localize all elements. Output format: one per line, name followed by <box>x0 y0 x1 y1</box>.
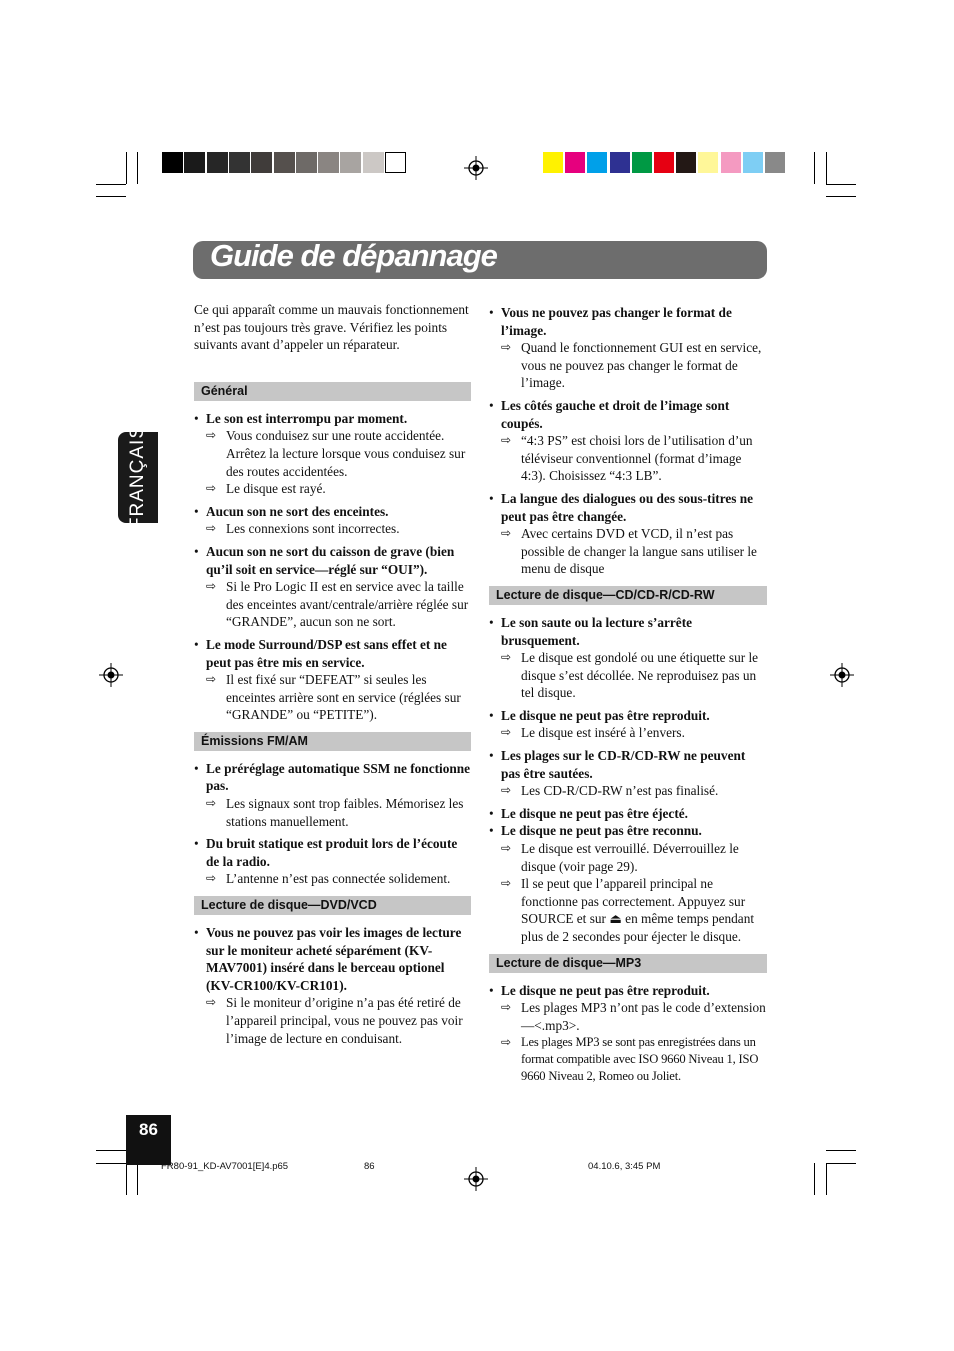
right-column <box>489 304 767 1089</box>
troubleshoot-item <box>489 747 767 800</box>
color-swatch <box>251 152 272 173</box>
color-swatch <box>676 152 696 173</box>
footer-page: 86 <box>364 1161 375 1172</box>
arrow-right-icon: ⇨ <box>501 1000 512 1015</box>
color-swatch <box>296 152 317 173</box>
troubleshoot-item <box>489 397 767 485</box>
arrow-right-icon: ⇨ <box>501 526 512 541</box>
problem-text: Les plages sur le CD-R/CD-RW ne peuvent pas être sautées. <box>501 748 746 781</box>
solution-text: Vous conduisez sur une route accidentée. Arrêtez la lecture lorsque vous conduisez sur des routes accidentées. <box>226 428 466 479</box>
crop-mark <box>96 196 126 197</box>
troubleshoot-item <box>194 410 471 498</box>
bullet-icon: • <box>194 636 199 652</box>
solution-text: Si le Pro Logic II est en service avec la taille des enceintes avant/centrale/arrière réglée sur “GRANDE”, aucun son ne sort. <box>226 579 469 630</box>
color-swatch <box>610 152 630 173</box>
problem-text: Le mode Surround/DSP est sans effet et ne peut pas être mis en service. <box>206 636 447 670</box>
problem-text: Vous ne pouvez pas changer le format de l’image. <box>501 305 732 338</box>
language-label: FRANÇAIS <box>127 425 148 530</box>
arrow-right-icon: ⇨ <box>206 672 217 687</box>
problem-text: Le son est interrompu par moment. <box>206 410 408 426</box>
problem-text: Le préréglage automatique SSM ne fonctionne pas. <box>206 760 471 794</box>
page-title: Guide de dépannage <box>210 238 497 273</box>
section-cd <box>489 586 767 946</box>
bullet-icon: • <box>489 748 494 764</box>
bullet-icon: • <box>194 543 199 559</box>
problem-text: Aucun son ne sort des enceintes. <box>206 503 389 519</box>
section-heading: Lecture de disque—DVD/VCD <box>194 896 471 915</box>
color-swatch <box>654 152 674 173</box>
color-swatch <box>587 152 607 173</box>
color-swatch <box>229 152 250 173</box>
registration-mark-icon <box>99 663 123 687</box>
bullet-icon: • <box>489 823 494 839</box>
color-swatch <box>743 152 763 173</box>
color-swatch <box>765 152 785 173</box>
solution-text: “4:3 PS” est choisi lors de l’utilisation d’un téléviseur conventionnel (format d’image 4:3). Choisissez “4:3 LB”. <box>521 433 753 484</box>
bullet-icon: • <box>489 305 494 320</box>
arrow-right-icon: ⇨ <box>501 725 512 740</box>
crop-mark <box>96 184 126 185</box>
troubleshoot-item <box>489 805 767 823</box>
troubleshoot-item <box>489 490 767 578</box>
solution-text: Les connexions sont incorrectes. <box>226 521 400 537</box>
arrow-right-icon: ⇨ <box>501 433 512 448</box>
color-swatch <box>698 152 718 173</box>
section-mp3 <box>489 954 767 1085</box>
crop-mark <box>826 1163 856 1164</box>
bullet-icon: • <box>489 982 494 998</box>
solution-text: Les signaux sont trop faibles. Mémorisez les stations manuellement. <box>226 796 464 829</box>
bullet-icon: • <box>489 397 494 413</box>
bullet-icon: • <box>489 805 494 821</box>
arrow-right-icon: ⇨ <box>501 841 512 856</box>
crop-mark <box>826 1163 827 1195</box>
arrow-right-icon: ⇨ <box>501 783 512 798</box>
solution-text: Il se peut que l’appareil principal ne fonctionne pas correctement. Appuyez sur SOURCE et sur ⏏ en même temps pendant plus de 2 secondes pour éjecter le disque. <box>521 876 755 944</box>
crop-mark <box>826 152 827 184</box>
problem-text: Les côtés gauche et droit de l’image sont coupés. <box>501 397 730 431</box>
troubleshoot-item <box>489 304 767 392</box>
troubleshoot-item <box>489 822 767 945</box>
footer-filename: FR80-91_KD-AV7001[E]4.p65 <box>161 1161 289 1172</box>
color-swatch <box>543 152 563 173</box>
bullet-icon: • <box>489 490 494 506</box>
problem-text: Le son saute ou la lecture s’arrête brusquement. <box>501 614 693 648</box>
troubleshoot-item <box>194 924 471 1047</box>
solution-text: Quand le fonctionnement GUI est en service, vous ne pouvez pas changer le format de l’image. <box>521 340 762 391</box>
arrow-right-icon: ⇨ <box>501 1035 511 1050</box>
section-heading: Émissions FM/AM <box>194 732 471 751</box>
registration-mark-icon <box>464 156 488 180</box>
registration-mark-icon <box>830 663 854 687</box>
arrow-right-icon: ⇨ <box>206 579 217 594</box>
crop-mark <box>826 1150 856 1151</box>
troubleshoot-item <box>194 503 471 538</box>
color-swatch <box>162 152 183 173</box>
crop-mark <box>814 1163 815 1195</box>
problem-text: Le disque ne peut pas être reconnu. <box>501 823 702 839</box>
arrow-right-icon: ⇨ <box>501 876 512 891</box>
bullet-icon: • <box>489 614 494 630</box>
troubleshoot-item <box>194 636 471 724</box>
solution-text: Le disque est verrouillé. Déverrouillez le disque (voir page 29). <box>521 841 739 874</box>
color-swatch <box>318 152 339 173</box>
solution-text: Les plages MP3 n’ont pas le code d’extension—<.mp3>. <box>521 1000 766 1033</box>
arrow-right-icon: ⇨ <box>206 428 217 443</box>
section-fm <box>194 732 471 888</box>
color-swatch <box>721 152 741 173</box>
problem-text: Le disque ne peut pas être reproduit. <box>501 982 710 998</box>
solution-text: Les plages MP3 se sont pas enregistrées dans un format compatible avec ISO 9660 Niveau 1, ISO 9660 Niveau 2, Romeo ou Joliet. <box>521 1035 759 1083</box>
bullet-icon: • <box>489 707 494 723</box>
arrow-right-icon: ⇨ <box>501 340 512 355</box>
solution-text: Les CD-R/CD-RW n’est pas finalisé. <box>521 783 719 799</box>
intro-text: Ce qui apparaît comme un mauvais fonctionnement n’est pas toujours très grave. Vérifiez les points suivants avant d’appeler un réparateur. <box>194 302 469 353</box>
problem-text: Le disque ne peut pas être reproduit. <box>501 707 710 723</box>
problem-text: Vous ne pouvez pas voir les images de lecture sur le moniteur acheté séparément (KV-MAV7001) inséré dans le berceau optionel (KV-CR100/KV-CR101). <box>206 925 462 993</box>
crop-mark <box>826 196 856 197</box>
solution-text: Le disque est rayé. <box>226 481 326 497</box>
solution-text: Le disque est inséré à l’envers. <box>521 725 685 741</box>
solution-text: Il est fixé sur “DEFEAT” si seules les enceintes arrière sont en service (réglées sur “GRANDE” ou “PETITE”). <box>226 672 461 723</box>
color-swatch <box>274 152 295 173</box>
problem-text: Le disque ne peut pas être éjecté. <box>501 805 688 821</box>
troubleshoot-item <box>489 614 767 702</box>
color-swatch <box>385 152 406 173</box>
troubleshoot-item <box>194 760 471 830</box>
arrow-right-icon: ⇨ <box>501 650 512 665</box>
bullet-icon: • <box>194 410 199 426</box>
troubleshoot-item <box>194 835 471 888</box>
solution-text: Avec certains DVD et VCD, il n’est pas possible de changer la langue sans utiliser le menu de disque <box>521 526 757 577</box>
arrow-right-icon: ⇨ <box>206 521 217 536</box>
color-swatch <box>632 152 652 173</box>
troubleshoot-item <box>489 982 767 1085</box>
crop-mark <box>126 1163 127 1195</box>
left-column <box>194 301 471 1052</box>
color-swatch <box>363 152 384 173</box>
problem-text: La langue des dialogues ou des sous-titres ne peut pas être changée. <box>501 490 754 524</box>
color-swatch <box>207 152 228 173</box>
solution-text: Le disque est gondolé ou une étiquette sur le disque s’est décollée. Ne reproduisez pas un tel disque. <box>521 650 759 701</box>
crop-mark <box>96 1150 126 1151</box>
arrow-right-icon: ⇨ <box>206 995 217 1010</box>
crop-mark <box>126 152 127 184</box>
bullet-icon: • <box>194 503 199 519</box>
color-swatch <box>340 152 361 173</box>
color-swatch <box>184 152 205 173</box>
section-heading: Lecture de disque—MP3 <box>489 954 767 973</box>
crop-mark <box>137 152 138 184</box>
section-dvd <box>194 896 471 1047</box>
registration-mark-icon <box>464 1167 488 1191</box>
color-swatch <box>565 152 585 173</box>
problem-text: Du bruit statique est produit lors de l’écoute de la radio. <box>206 836 458 869</box>
bullet-icon: • <box>194 760 199 776</box>
section-heading: Lecture de disque—CD/CD-R/CD-RW <box>489 586 767 605</box>
bullet-icon: • <box>194 836 199 852</box>
page-number: 86 <box>139 1120 158 1139</box>
section-general <box>194 382 471 724</box>
footer-timestamp: 04.10.6, 3:45 PM <box>588 1161 661 1172</box>
arrow-right-icon: ⇨ <box>206 481 217 496</box>
crop-mark <box>826 184 856 185</box>
arrow-right-icon: ⇨ <box>206 796 217 811</box>
troubleshoot-item <box>194 543 471 631</box>
solution-text: Si le moniteur d’origine n’a pas été retiré de l’appareil principal, vous ne pouvez pas voir l’image de lecture en conduisant. <box>226 995 463 1046</box>
section-heading: Général <box>194 382 471 401</box>
arrow-right-icon: ⇨ <box>206 871 217 886</box>
crop-mark <box>96 1163 126 1164</box>
crop-mark <box>814 152 815 184</box>
troubleshoot-item <box>489 707 767 742</box>
problem-text: Aucun son ne sort du caisson de grave (bien qu’il soit en service—réglé sur “OUI”). <box>206 543 455 577</box>
bullet-icon: • <box>194 925 199 941</box>
solution-text: L’antenne n’est pas connectée solidement. <box>226 871 451 887</box>
crop-mark <box>137 1163 138 1195</box>
